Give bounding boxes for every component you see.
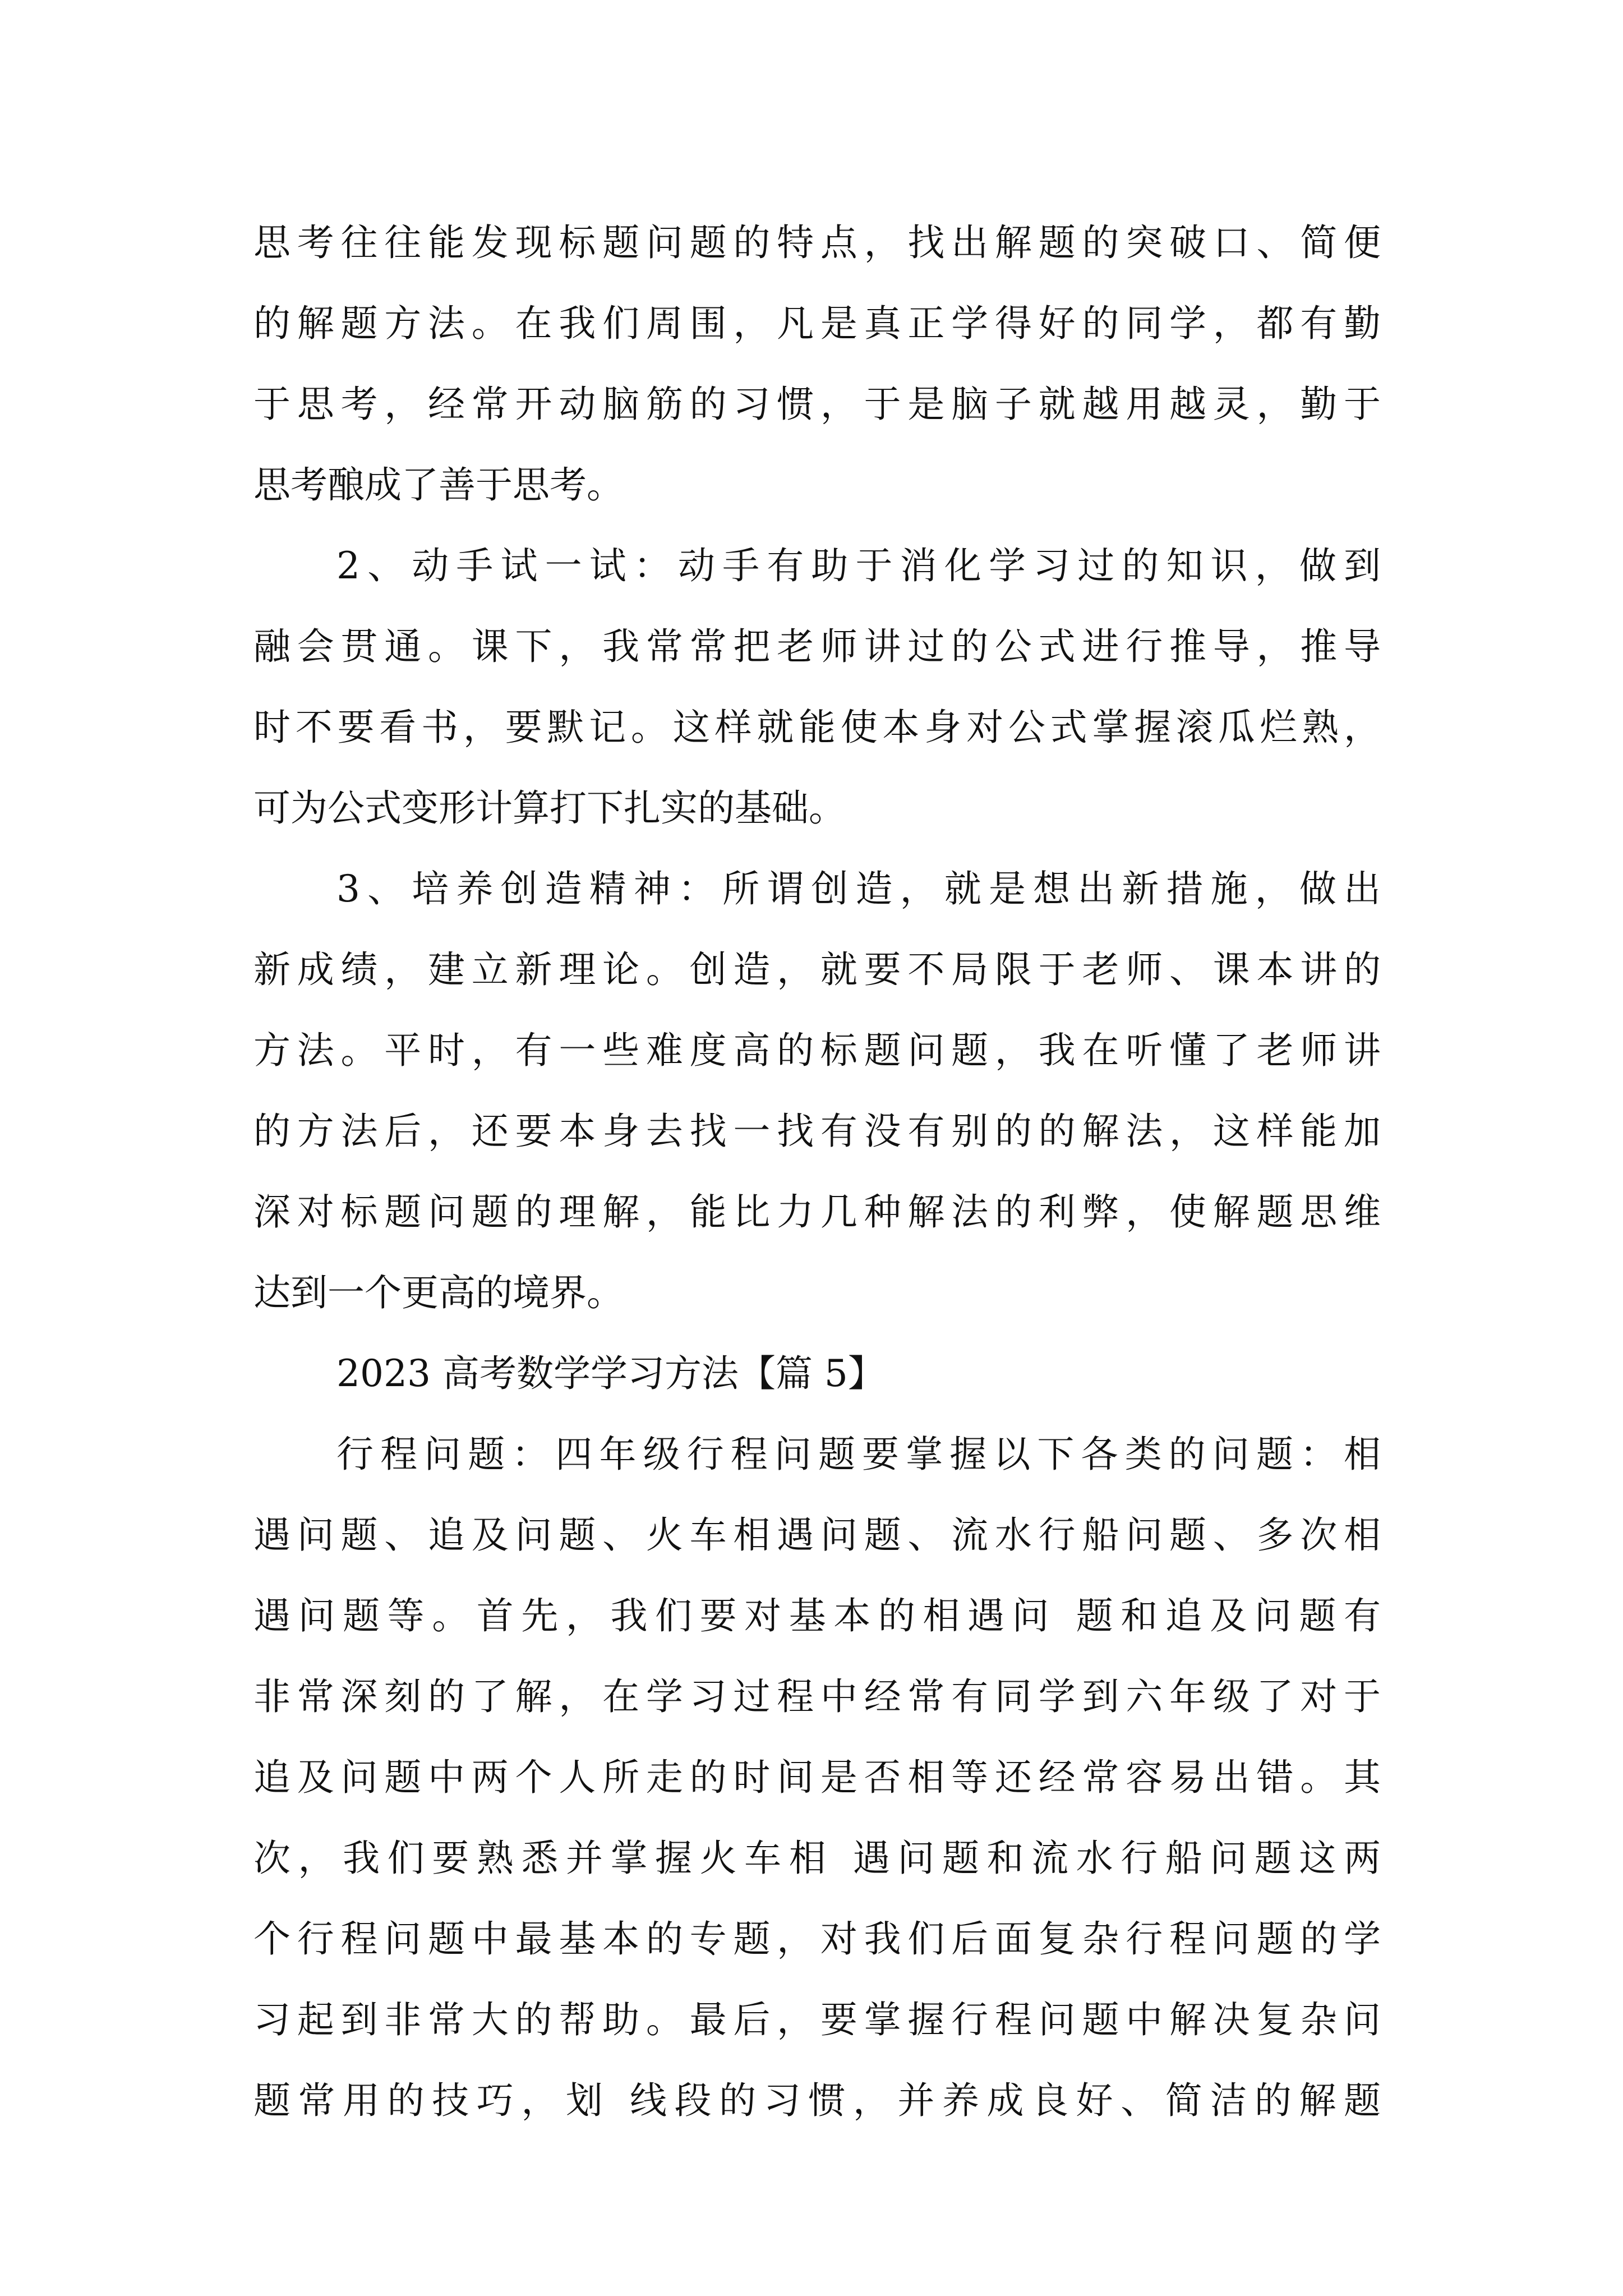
text-line: 行程问题：四年级行程问题要掌握以下各类的问题：相 [336,1433,1381,1476]
text-line: 融会贯通。课下，我常常把老师讲过的公式进行推导，推导 [253,625,1381,668]
text-line: 思考往往能发现标题问题的特点，找出解题的突破口、简便 [253,221,1381,264]
text-line: 方法。平时，有一些难度高的标题问题，我在听懂了老师讲 [253,1029,1381,1072]
text-line: 新成绩，建立新理论。创造，就要不局限于老师、课本讲的 [253,948,1381,991]
section-heading: 2023 高考数学学习方法【篇 5】 [336,1352,885,1395]
text-line: 于思考，经常开动脑筋的习惯，于是脑子就越用越灵，勤于 [253,383,1381,426]
text-line: 的解题方法。在我们周围，凡是真正学得好的同学，都有勤 [253,302,1381,345]
text-line: 次，我们要熟悉并掌握火车相 遇问题和流水行船问题这两 [253,1837,1381,1880]
text-line: 深对标题问题的理解，能比力几种解法的利弊，使解题思维 [253,1190,1381,1234]
text-line: 个行程问题中最基本的专题，对我们后面复杂行程问题的学 [253,1917,1381,1961]
text-line: 习起到非常大的帮助。最后，要掌握行程问题中解决复杂问 [253,1998,1381,2041]
text-line: 时不要看书，要默记。这样就能使本身对公式掌握滚瓜烂熟， [253,706,1381,749]
text-line: 追及问题中两个人所走的时间是否相等还经常容易出错。其 [253,1756,1381,1799]
text-body [253,0,1381,2296]
text-line: 思考酿成了善于思考。 [253,463,624,507]
text-line: 非常深刻的了解，在学习过程中经常有同学到六年级了对于 [253,1675,1381,1718]
text-line: 遇问题、追及问题、火车相遇问题、流水行船问题、多次相 [253,1513,1381,1557]
text-line: 的方法后，还要本身去找一找有没有别的的解法，这样能加 [253,1110,1381,1153]
text-line: 可为公式变形计算打下扎实的基础。 [253,786,846,830]
text-line: 达到一个更高的境界。 [253,1271,624,1314]
text-line: 2、动手试一试：动手有助于消化学习过的知识，做到 [336,544,1381,587]
text-line: 题常用的技巧，划 线段的习惯，并养成良好、简洁的解题 [253,2079,1381,2122]
text-line: 遇问题等。首先，我们要对基本的相遇问 题和追及问题有 [253,1594,1381,1637]
text-line: 3、培养创造精神：所谓创造，就是想出新措施，做出 [336,867,1381,910]
